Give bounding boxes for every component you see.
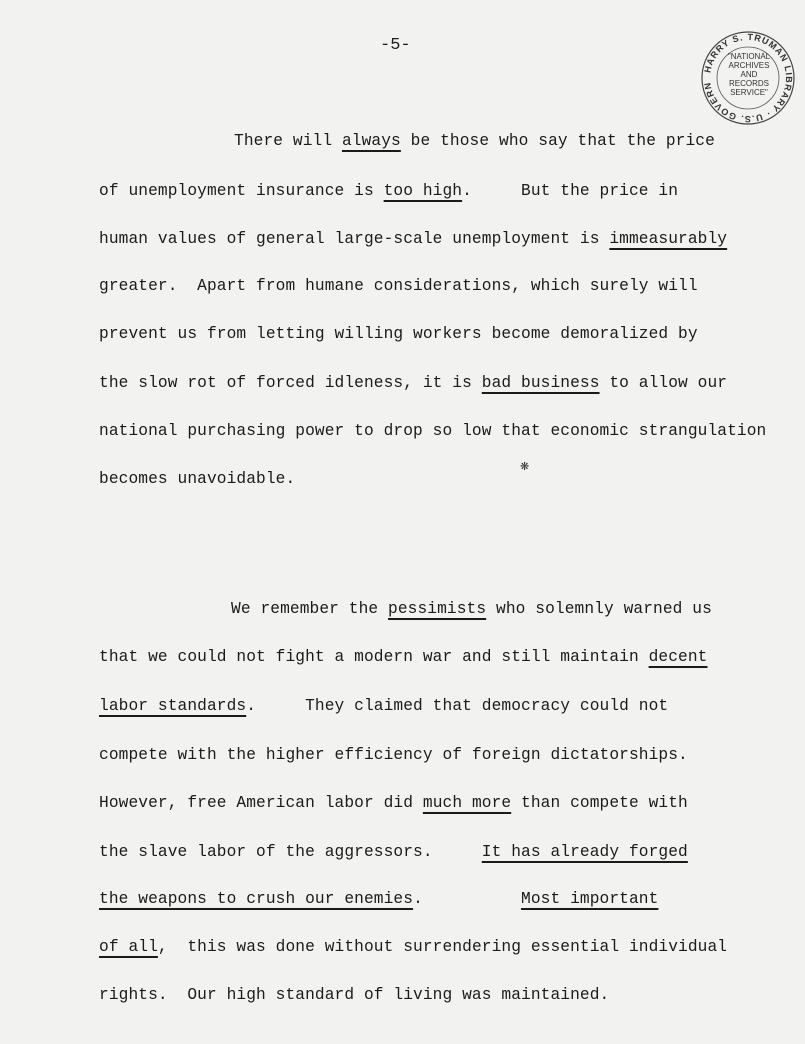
text-run: . But the price in <box>462 182 679 200</box>
text-run: . <box>413 890 522 908</box>
text-line <box>99 986 609 1004</box>
underlined-phrase: too high <box>383 182 463 200</box>
archive-stamp <box>700 30 796 126</box>
text-run: of unemployment insurance is <box>99 182 384 200</box>
text-run: greater. Apart from humane considerations, which surely will <box>99 277 698 295</box>
text-run: prevent us from letting willing workers become demoralized by <box>99 325 698 343</box>
underlined-phrase: It has already forged <box>481 843 688 861</box>
stamp-line: RECORDS <box>728 79 769 88</box>
text-run: who solemnly warned us <box>486 600 712 618</box>
text-run: the slow rot of forced idleness, it is <box>99 374 482 392</box>
text-line <box>99 277 698 295</box>
text-run: rights. Our high standard of living was maintained. <box>99 986 610 1004</box>
text-run: However, free American labor did <box>99 794 423 812</box>
text-line <box>99 746 688 764</box>
text-line <box>99 648 707 666</box>
text-run: than compete with <box>511 794 688 812</box>
stamp-line: "NATIONAL <box>727 52 771 61</box>
text-line <box>99 794 688 812</box>
underlined-phrase: decent <box>648 648 708 666</box>
text-line <box>99 890 658 908</box>
text-run: to allow our <box>599 374 728 392</box>
stamp-line: SERVICE" <box>730 88 768 97</box>
text-run: compete with the higher efficiency of foreign dictatorships. <box>99 746 688 764</box>
underlined-phrase: immeasurably <box>609 230 728 248</box>
text-line <box>99 374 727 392</box>
underlined-phrase: bad business <box>481 374 600 392</box>
text-run: There will <box>234 132 342 150</box>
underlined-phrase: of all <box>99 938 158 956</box>
text-line <box>234 132 715 150</box>
stamp-line: ARCHIVES AND <box>728 61 770 79</box>
text-line <box>99 843 688 861</box>
text-line <box>99 325 698 343</box>
text-line <box>99 182 678 200</box>
page-number: -5- <box>380 36 411 55</box>
text-run: We remember the <box>231 600 389 618</box>
underlined-phrase: the weapons to crush our enemies <box>99 890 414 908</box>
underlined-phrase: Most important <box>521 890 659 908</box>
text-run: . They claimed that democracy could not <box>246 697 669 715</box>
text-line <box>99 422 766 440</box>
text-run: becomes unavoidable. <box>99 470 296 488</box>
text-run: the slave labor of the aggressors. <box>99 843 482 861</box>
stamp-center-text <box>724 52 774 97</box>
text-line <box>99 230 727 248</box>
text-line <box>99 470 295 488</box>
text-run: , this was done without surrendering essential individual <box>157 938 728 956</box>
underlined-phrase: much more <box>422 794 512 812</box>
text-line <box>99 938 727 956</box>
underlined-phrase: pessimists <box>388 600 487 618</box>
text-run: that we could not fight a modern war and still maintain <box>99 648 649 666</box>
underlined-phrase: labor standards <box>99 697 247 715</box>
text-line <box>99 697 668 715</box>
text-line <box>231 600 712 618</box>
underlined-phrase: always <box>341 132 401 150</box>
text-run: be those who say that the price <box>400 132 715 150</box>
text-run: human values of general large-scale unemployment is <box>99 230 610 248</box>
ink-speck: ❋ <box>520 460 530 473</box>
stamp-ring-text: HARRY S. TRUMAN LIBRARY · U.S. GOVERN <box>702 31 795 125</box>
text-run: national purchasing power to drop so low that economic strangulation <box>99 422 767 440</box>
